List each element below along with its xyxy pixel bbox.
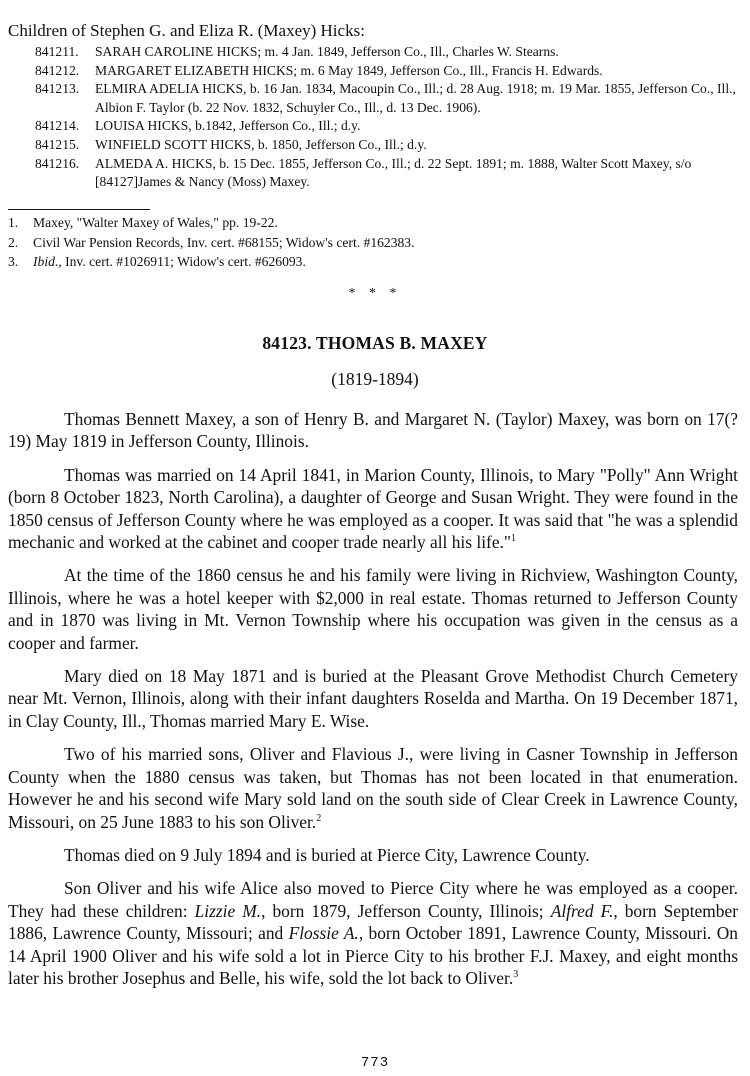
page-number: 773	[360, 1055, 390, 1071]
italic-name: Alfred F.	[550, 900, 614, 921]
footnote-number: 1.	[8, 215, 19, 230]
child-number: 841213.	[35, 81, 80, 97]
child-number: 841214.	[35, 118, 80, 134]
footnote-ref: 1	[511, 533, 516, 545]
paragraph-text: Thomas died on 9 July 1894 and is buried at Pierce City, Lawrence County.	[64, 844, 590, 865]
footnote-number: 3.	[8, 254, 19, 270]
child-number: 841216.	[35, 155, 80, 171]
footnote	[8, 252, 708, 272]
child-number: 841212.	[35, 62, 80, 78]
footnote-body: Civil War Pension Records, Inv. cert. #68155; Widow's cert. #162383.	[33, 234, 415, 250]
paragraph-text: Thomas was married on 14 April 1841, in Marion County, Illinois, to Mary "Polly" Ann Wright (born 8 October 1823, North Carolina), a daughter of George and Susan Wright. They were found in the 1850 census of Jefferson County where he was employed as a cooper. It was said that "he was a splendid mechanic and worked at the cabinet and cooper trade nearly all his life."	[8, 464, 738, 553]
child-text: LOUISA HICKS, b.1842, Jefferson Co., Ill.; d.y.	[95, 118, 361, 134]
paragraph	[8, 844, 738, 866]
child-text: MARGARET ELIZABETH HICKS; m. 6 May 1849, Jefferson Co., Ill., Francis H. Edwards.	[95, 62, 603, 78]
paragraph	[8, 408, 738, 453]
child-entry	[35, 155, 745, 192]
italic-name: Flossie A.	[288, 923, 359, 944]
section-separator: * * *	[348, 286, 402, 301]
footnote-body: Maxey, "Walter Maxey of Wales," pp. 19-22.	[33, 215, 278, 230]
footnote-text	[33, 233, 415, 253]
paragraph	[8, 564, 738, 654]
paragraph	[8, 464, 738, 554]
paragraph-text: , born October 1891, Lawrence County, Missouri. On 14 April 1900 Oliver and his wife sold a lot in Pierce City to his brother F.J. Maxey, and eight months later his brother Josephus and Belle, his wife, sold the lot back to Oliver.	[8, 923, 738, 988]
paragraph-text: Thomas Bennett Maxey, a son of Henry B. and Margaret N. (Taylor) Maxey, was born on 17(?19) May 1819 in Jefferson County, Illinois.	[8, 409, 738, 452]
italic-name: Lizzie M.	[194, 900, 262, 921]
footnote-text	[33, 213, 278, 233]
paragraph	[8, 665, 738, 732]
child-entry	[35, 117, 745, 136]
children-list	[35, 43, 745, 192]
footnote-text	[33, 252, 306, 272]
paragraph	[8, 743, 738, 833]
footnotes-list	[8, 213, 708, 272]
body-text	[8, 408, 738, 1000]
paragraph-text: Two of his married sons, Oliver and Flavious J., were living in Casner Township in Jefferson County when the 1880 census was taken, but Thomas has not been located in that enumeration. However he and his second wife Mary sold land on the south side of Clear Creek in Lawrence County, Missouri, on 25 June 1883 to his son Oliver.	[8, 744, 738, 832]
paragraph-text: Mary died on 18 May 1871 and is buried at the Pleasant Grove Methodist Church Cemetery near Mt. Vernon, Illinois, along with their infant daughters Roselda and Martha. On 19 December 1871, in Clay County, Ill., Thomas married Mary E. Wise.	[8, 666, 738, 731]
child-text: ALMEDA A. HICKS, b. 15 Dec. 1855, Jefferson Co., Ill.; d. 22 Sept. 1891; m. 1888, Walter Scott Maxey, s/o [84127]James & Nancy (Moss) Maxey.	[95, 155, 692, 190]
child-number: 841211.	[35, 44, 79, 59]
paragraph-text: Son Oliver and his wife Alice also moved to Pierce City where he was employed as a cooper. They had these children:	[8, 878, 738, 921]
child-entry	[35, 80, 745, 117]
footnote-number: 2.	[8, 234, 19, 250]
paragraph-text: , born September 1886, Lawrence County, Missouri; and	[8, 900, 739, 944]
footnote-ref: 2	[316, 812, 322, 824]
child-entry	[35, 62, 745, 81]
child-entry	[35, 136, 745, 155]
children-heading: Children of Stephen G. and Eliza R. (Maxey) Hicks:	[8, 21, 365, 40]
section-title: 84123. THOMAS B. MAXEY	[262, 333, 488, 353]
footnote-ref: 3	[513, 969, 519, 981]
section-dates: (1819-1894)	[331, 369, 419, 389]
footnote-body: ., Inv. cert. #1026911; Widow's cert. #626093.	[54, 254, 306, 270]
child-text: SARAH CAROLINE HICKS; m. 4 Jan. 1849, Jefferson Co., Ill., Charles W. Stearns.	[95, 44, 559, 59]
footnote-rule	[8, 209, 150, 210]
paragraph	[8, 877, 738, 989]
paragraph-text: , born 1879, Jefferson County, Illinois;	[261, 900, 551, 921]
child-text: ELMIRA ADELIA HICKS, b. 16 Jan. 1834, Macoupin Co., Ill.; d. 28 Aug. 1918; m. 19 Mar. 1855, Jefferson Co., Ill., Albion F. Taylor (b. 22 Nov. 1832, Schuyler Co., Ill., d. 13 Dec. 1906).	[95, 81, 736, 115]
child-text: WINFIELD SCOTT HICKS, b. 1850, Jefferson Co., Ill.; d.y.	[95, 136, 427, 152]
child-number: 841215.	[35, 136, 80, 152]
child-entry	[35, 43, 745, 62]
footnote-italic: Ibid	[33, 254, 55, 270]
footnote	[8, 213, 708, 233]
paragraph-text: At the time of the 1860 census he and his family were living in Richview, Washington County, Illinois, where he was a hotel keeper with $2,000 in real estate. Thomas returned to Jefferson County and in 1870 was living in Mt. Vernon Township where his occupation was given in the census as a cooper and farmer.	[8, 565, 738, 653]
footnote	[8, 233, 708, 253]
